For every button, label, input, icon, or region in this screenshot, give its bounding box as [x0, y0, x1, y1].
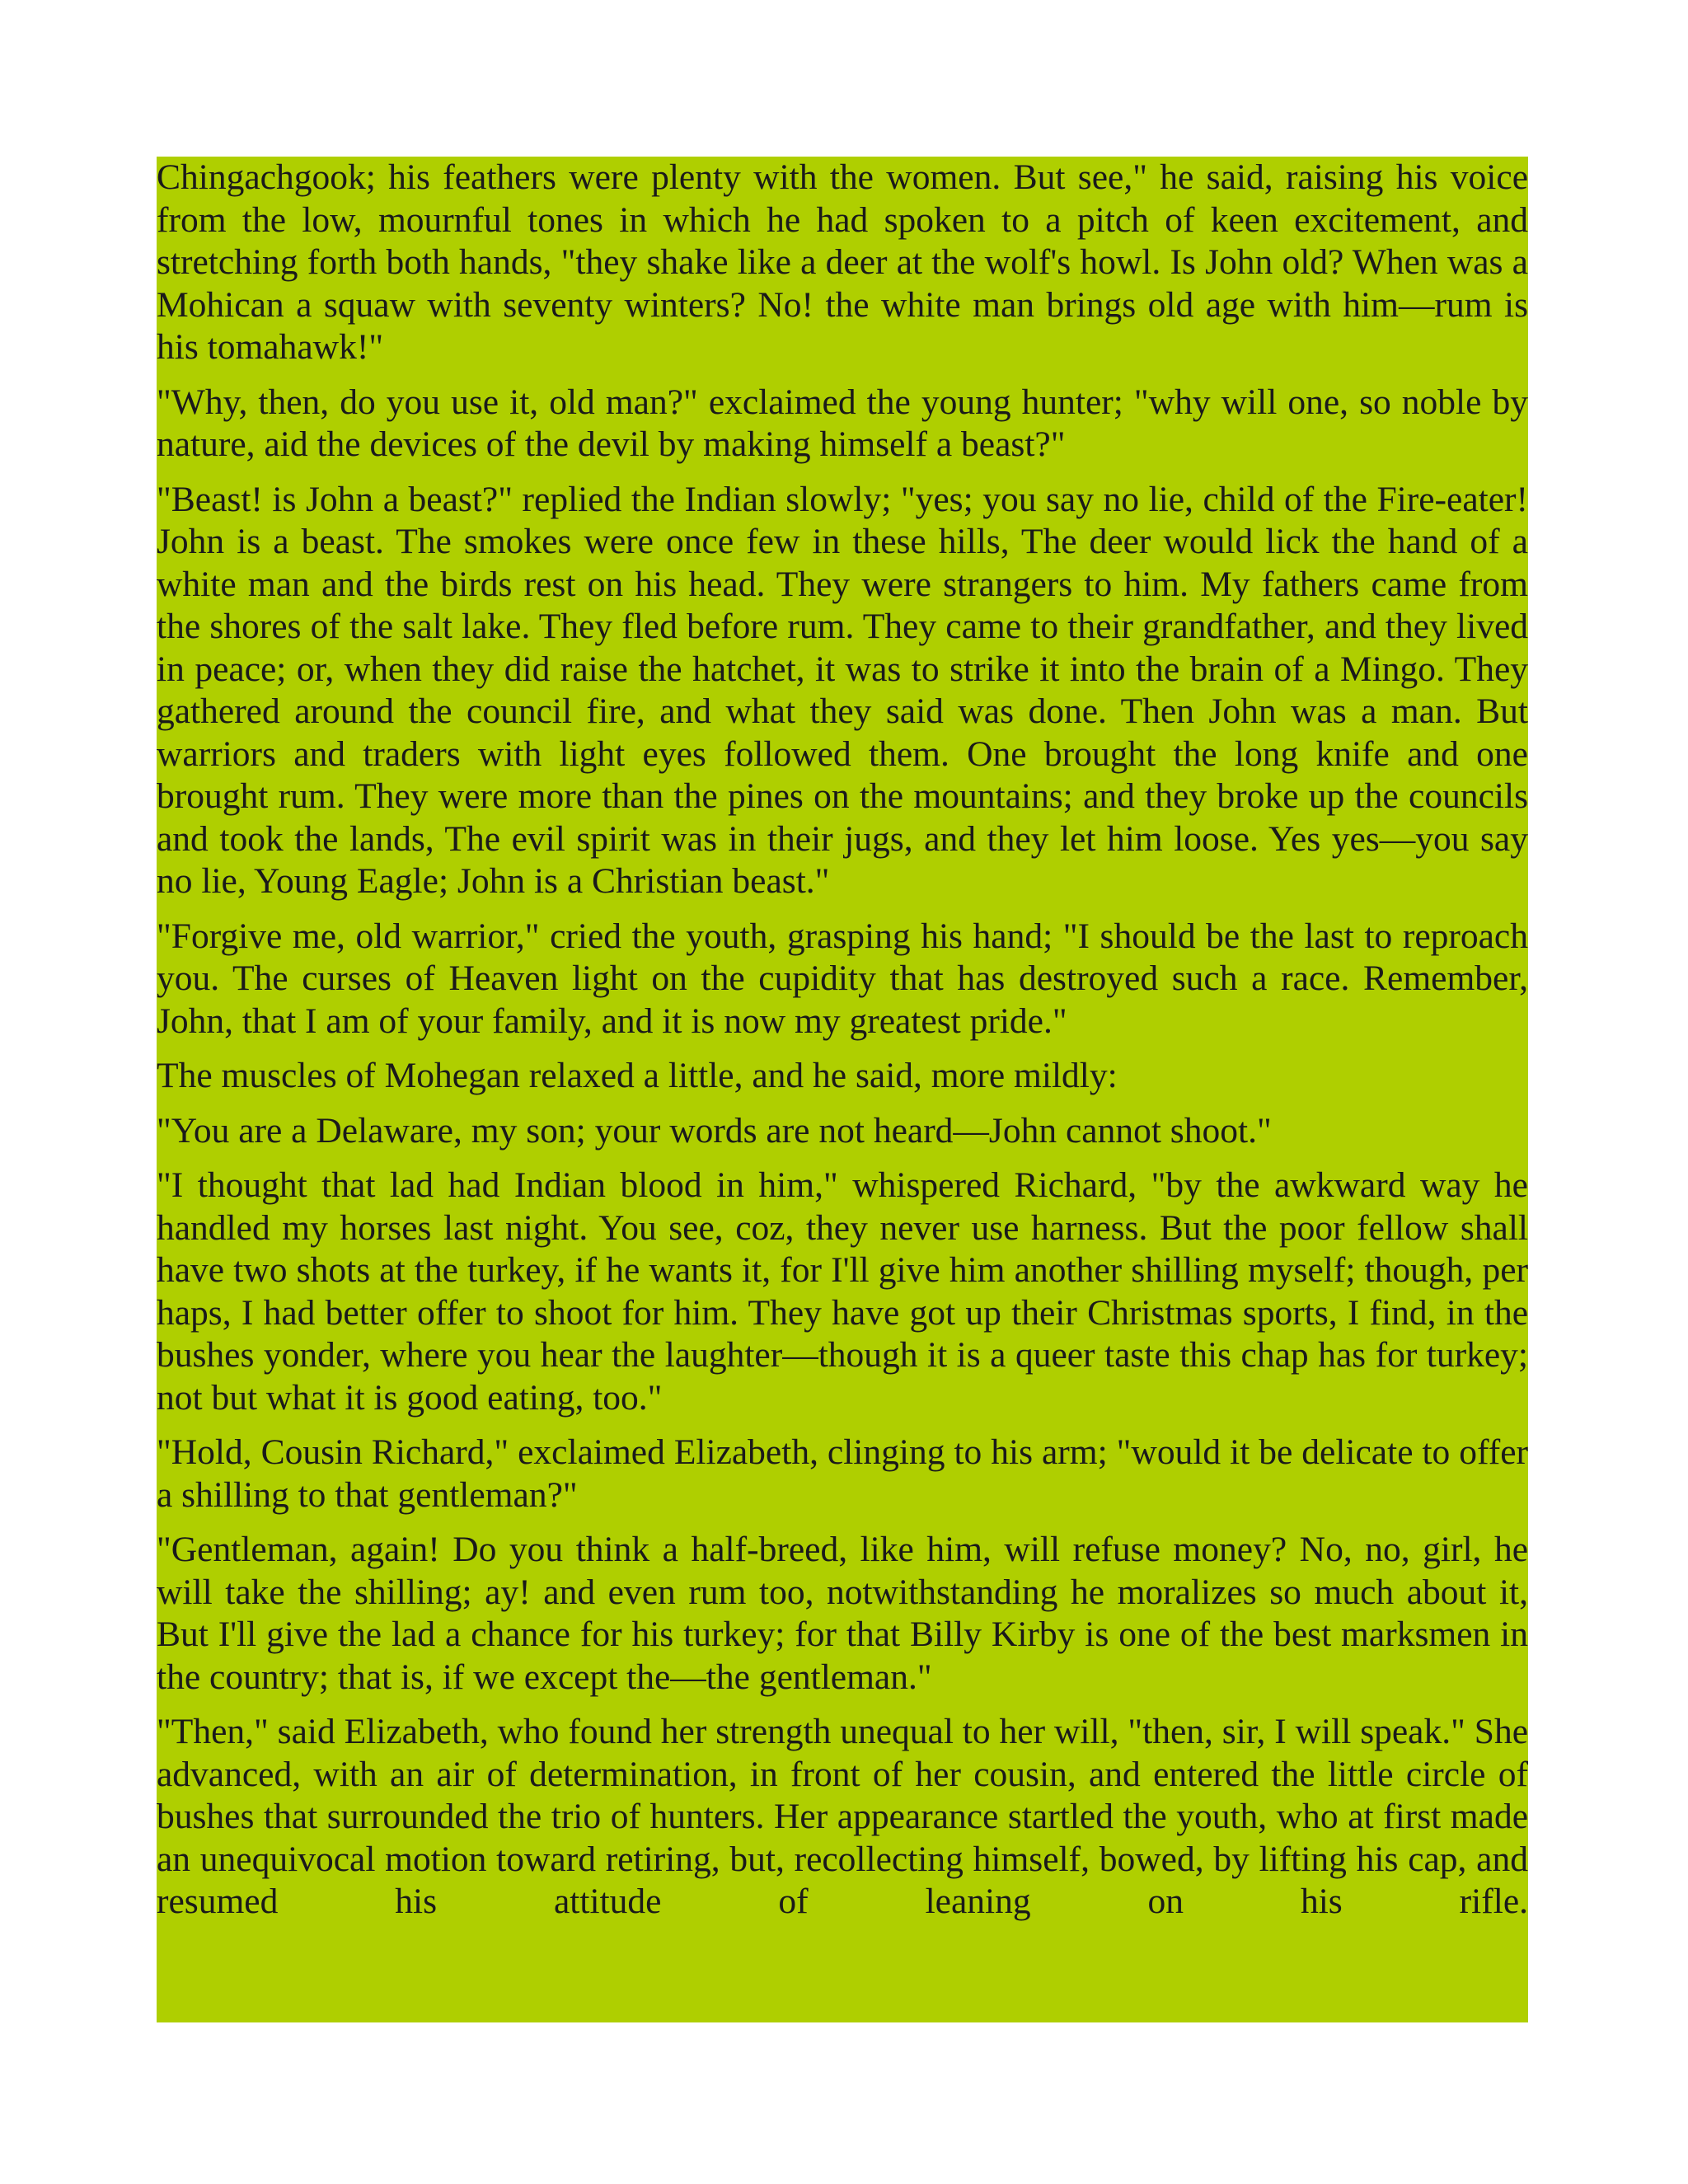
paragraph-1: Chingachgook; his feathers were plenty with the women. But see," he said, raising his voice from the low, mournful tones in which he had spoken to a pitch of keen excitement, and stretching forth both hands, "they shake like a deer at the wolf's howl. Is John old? When was a Mohican a squaw with seventy winters? No! the white man brings old age with him—rum is his tomahawk!"	[157, 157, 1528, 367]
paragraph-6: "You are a Delaware, my son; your words are not heard—John cannot shoot."	[157, 1110, 1272, 1151]
paragraph-7: "I thought that lad had Indian blood in him," whispered Richard, "by the awkward way he handled my horses last night. You see, coz, they never use harness. But the poor fellow shall have two shots at the turkey, if he wants it, for I'll give him another shilling myself; though, per haps, I had better offer to shoot for him. They have got up their Christmas sports, I find, in the bushes yonder, where you hear the laughter—though it is a queer taste this chap has for turkey; not but what it is good eating, too."	[157, 1165, 1528, 1418]
paragraph-9: "Gentleman, again! Do you think a half-breed, like him, will refuse money? No, no, girl, he will take the shilling; ay! and even rum too, notwithstanding he moralizes so much about it, But I'll give the lad a chance for his turkey; for that Billy Kirby is one of the best marksmen in the country; that is, if we except the—the gentleman."	[157, 1530, 1528, 1697]
paragraph-3: "Beast! is John a beast?" replied the Indian slowly; "yes; you say no lie, child of the Fire-eater! John is a beast. The smokes were once few in these hills, The deer would lick the hand of a white man and the birds rest on his head. They were strangers to him. My fathers came from the shores of the salt lake. They fled before rum. They came to their grandfather, and they lived in peace; or, when they did raise the hatchet, it was to strike it into the brain of a Mingo. They gathered around the council fire, and what they said was done. Then John was a man. But warriors and traders with light eyes followed them. One brought the long knife and one brought rum. They were more than the pines on the mountains; and they broke up the councils and took the lands, The evil spirit was in their jugs, and they let him loose. Yes yes—you say no lie, Young Eagle; John is a Christian beast."	[157, 479, 1528, 901]
paragraph-4: "Forgive me, old warrior," cried the youth, grasping his hand; "I should be the last to reproach you. The curses of Heaven light on the cupidity that has destroyed such a race. Remember, John, that I am of your family, and it is now my greatest pride."	[157, 916, 1528, 1041]
paragraph-2: "Why, then, do you use it, old man?" exclaimed the young hunter; "why will one, so noble by nature, aid the devices of the devil by making himself a beast?"	[157, 382, 1528, 464]
paragraph-10: "Then," said Elizabeth, who found her strength unequal to her will, "then, sir, I will speak." She advanced, with an air of determination, in front of her cousin, and entered the little circle of bushes that surrounded the trio of hunters. Her appearance startled the youth, who at first made an unequivocal motion toward retiring, but, recollecting himself, bowed, by lifting his cap, and resumed his attitude of leaning on his rifle.	[157, 1712, 1528, 1921]
highlighted-text-block	[157, 157, 1528, 2022]
paragraph-5: The muscles of Mohegan relaxed a little, and he said, more mildly:	[157, 1056, 1118, 1095]
paragraph-8: "Hold, Cousin Richard," exclaimed Elizabeth, clinging to his arm; "would it be delicate to offer a shilling to that gentleman?"	[157, 1432, 1528, 1515]
